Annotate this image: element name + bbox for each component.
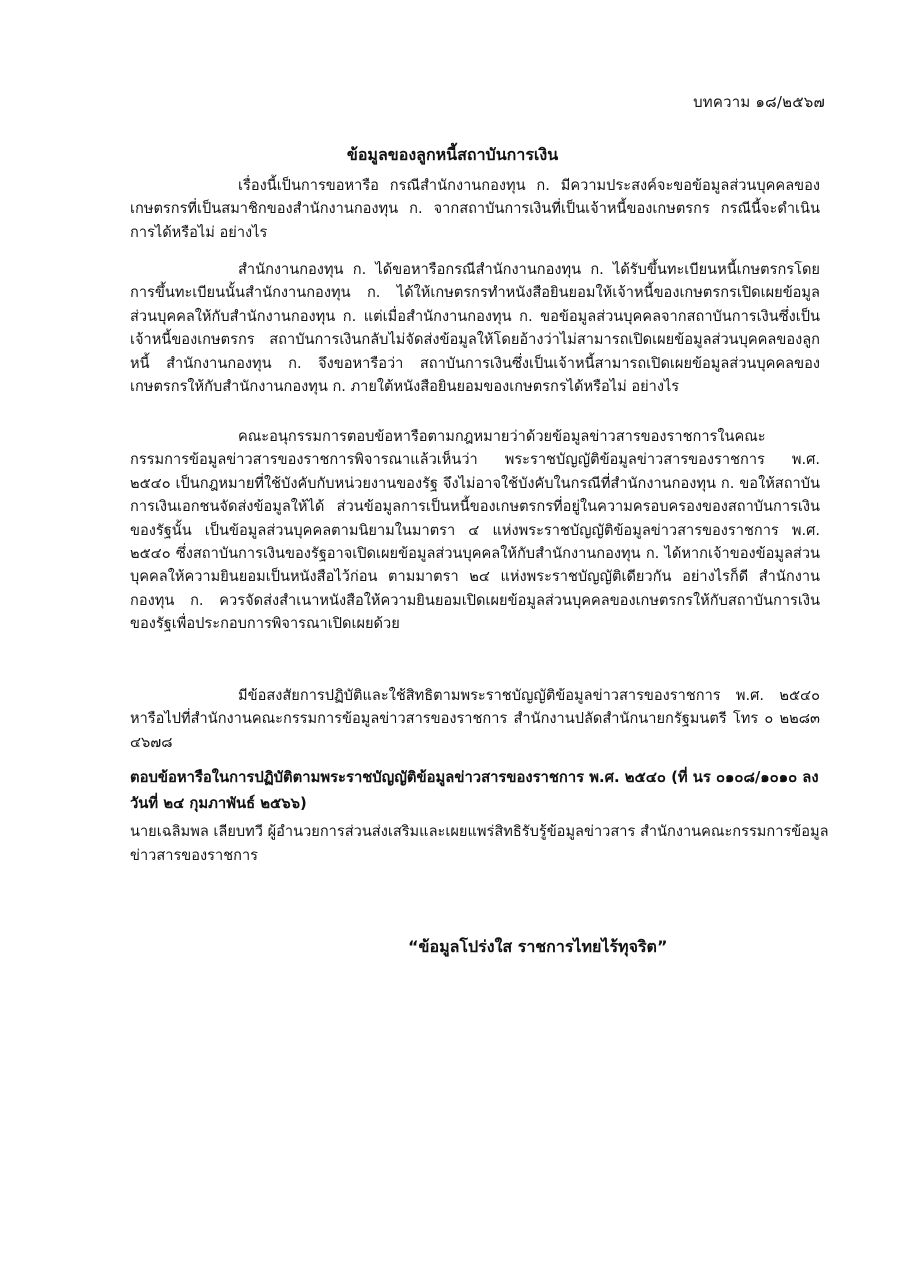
paragraph-question xyxy=(130,174,820,244)
paragraph-text: คณะอนุกรรมการตอบข้อหารือตามกฎหมายว่าด้วยข้อมูลข่าวสารของราชการในคณะกรรมการข้อมูลข่าวสารของราชการพิจารณาแล้วเห็นว่า พระราชบัญญัติข้อมูลข่าวสารของราชการ พ.ศ. ๒๕๔๐ เป็นกฎหมายที่ใช้บังคับกับหน่วยงานของรัฐ จึงไม่อาจใช้บังคับในกรณีที่สำนักงานกองทุน ก. ขอให้สถาบันการเงินเอกชนจัดส่งข้อมูลให้ได้ ส่วนข้อมูลการเป็นหนี้ของเกษตรกรที่อยู่ในความครอบครองของสถาบันการเงินของรัฐนั้น เป็นข้อมูลส่วนบุคคลตามนิยามในมาตรา ๔ แห่งพระราชบัญญัติข้อมูลข่าวสารของราชการ พ.ศ. ๒๕๔๐ ซึ่งสถาบันการเงินของรัฐอาจเปิดเผยข้อมูลส่วนบุคคลให้กับสำนักงานกองทุน ก. ได้หากเจ้าของข้อมูลส่วนบุคคลให้ความยินยอมเป็นหนังสือไว้ก่อน ตามมาตรา ๒๔ แห่งพระราชบัญญัติเดียวกัน อย่างไรก็ดี สำนักงานกองทุน ก. ควรจัดส่งสำเนาหนังสือให้ความยินยอมเปิดเผยข้อมูลส่วนบุคคลของเกษตรกรให้กับสถาบันการเงินของรัฐเพื่อประกอบการพิจารณาเปิดเผยด้วย xyxy=(130,428,820,633)
answer-reference: ตอบข้อหารือในการปฏิบัติตามพระราชบัญญัติข้อมูลข่าวสารของราชการ พ.ศ. ๒๕๔๐ (ที่ นร ๐๑๐๘/๑๐๑๐ ลงวันที่ ๒๔ กุมภาพันธ์ ๒๕๖๖) xyxy=(130,769,819,812)
article-reference-number: บทความ ๑๘/๒๕๖๗ xyxy=(693,93,825,111)
author-signature-line: นายเฉลิมพล เลียบทวี ผู้อำนวยการส่วนส่งเสริมและเผยแพร่สิทธิรับรู้ข้อมูลข่าวสาร สำนักงานคณะกรรมการข้อมูลข่าวสารของราชการ xyxy=(130,823,829,864)
document-title: ข้อมูลของลูกหนี้สถาบันการเงิน xyxy=(346,145,559,164)
paragraph-text: เรื่องนี้เป็นการขอหารือ กรณีสำนักงานกองทุน ก. มีความประสงค์จะขอข้อมูลส่วนบุคคลของเกษตรกรที่เป็นสมาชิกของสำนักงานกองทุน ก. จากสถาบันการเงินที่เป็นเจ้าหนี้ของเกษตรกร กรณีนี้จะดำเนินการได้หรือไม่ อย่างไร xyxy=(130,177,820,241)
paragraph-text: มีข้อสงสัยการปฏิบัติและใช้สิทธิตามพระราชบัญญัติข้อมูลข่าวสารของราชการ พ.ศ. ๒๕๔๐ หารือไปที่สำนักงานคณะกรรมการข้อมูลข่าวสารของราชการ สำนักงานปลัดสำนักนายกรัฐมนตรี โทร ๐ ๒๒๘๓ ๔๖๗๘ xyxy=(130,687,820,751)
paragraph-text: สำนักงานกองทุน ก. ได้ขอหารือกรณีสำนักงานกองทุน ก. ได้รับขึ้นทะเบียนหนี้เกษตรกรโดยการขึ้นทะเบียนนั้นสำนักงานกองทุน ก. ได้ให้เกษตรกรทำหนังสือยินยอมให้เจ้าหนี้ของเกษตรกรเปิดเผยข้อมูลส่วนบุคคลให้กับสำนักงานกองทุน ก. แต่เมื่อสำนักงานกองทุน ก. ขอข้อมูลส่วนบุคคลจากสถาบันการเงินซึ่งเป็นเจ้าหนี้ของเกษตรกร สถาบันการเงินกลับไม่จัดส่งข้อมูลให้โดยอ้างว่าไม่สามารถเปิดเผยข้อมูลส่วนบุคคลของลูกหนี้ สำนักงานกองทุน ก. จึงขอหารือว่า สถาบันการเงินซึ่งเป็นเจ้าหนี้สามารถเปิดเผยข้อมูลส่วนบุคคลของเกษตรกรให้กับสำนักงานกองทุน ก. ภายใต้หนังสือยินยอมของเกษตรกรได้หรือไม่ อย่างไร xyxy=(130,261,820,396)
slogan: “ข้อมูลโปร่งใส ราชการไทยไร้ทุจริต” xyxy=(408,937,668,956)
paragraph-contact xyxy=(130,684,820,754)
paragraph-background xyxy=(130,258,820,398)
paragraph-opinion xyxy=(130,425,820,636)
